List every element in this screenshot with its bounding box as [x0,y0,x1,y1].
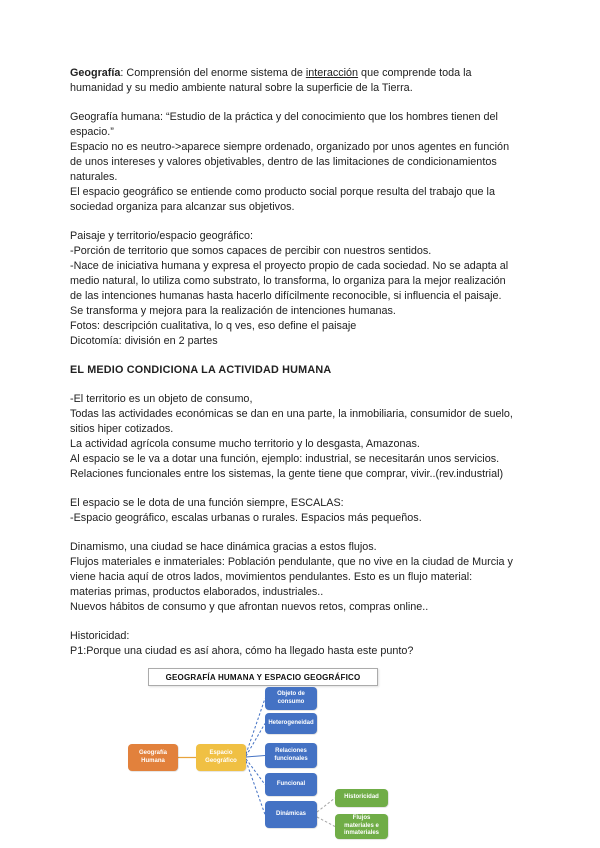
text-line: Geografía: Comprensión del enorme sistema de interacción que comprende toda la [70,67,472,79]
paragraph [70,110,540,215]
text-line: Al espacio se le va a dotar una función, ejemplo: industrial, se necesitarán unos servicios. [70,453,500,465]
node-historicidad: Historicidad [335,789,388,807]
paragraph [70,496,540,526]
text-line: Se transforma y mejora para la realización de intenciones humanas. [70,305,396,317]
concept-map [0,663,600,848]
node-heterogeneidad: Heterogeneidad [265,713,317,734]
text-line: sitios hiper cotizados. [70,423,174,435]
node-dinamicas: Dinámicas [265,801,317,828]
node-objeto-de-consumo: Objeto de consumo [265,687,317,710]
text-line: -Espacio geográfico, escalas urbanas o rurales. Espacios más pequeños. [70,512,422,524]
text-line: Historicidad: [70,630,130,642]
text-line: Dinamismo, una ciudad se hace dinámica gracias a estos flujos. [70,541,377,553]
text-line: Dicotomía: división en 2 partes [70,335,218,347]
document-body [70,66,540,673]
text-line: materias primas, productos elaborados, industriales.. [70,586,324,598]
text-line: de unos intereses y valores objetivables, dentro de las limitaciones de condicionamientos [70,156,497,168]
text-line: -El territorio es un objeto de consumo, [70,393,253,405]
text-line: Espacio no es neutro->aparece siempre ordenado, organizado por unos agentes en función [70,141,510,153]
text-line: EL MEDIO CONDICIONA LA ACTIVIDAD HUMANA [70,364,332,376]
text-line: espacio.” [70,126,114,138]
diagram-title: GEOGRAFÍA HUMANA Y ESPACIO GEOGRÁFICO [148,668,378,686]
text-line: sociedad organiza para alcanzar sus objetivos. [70,201,295,213]
text-line: -Porción de territorio que somos capaces de percibir con nuestros sentidos. [70,245,432,257]
text-line: Paisaje y territorio/espacio geográfico: [70,230,254,242]
node-geografia-humana: Geografía Humana [128,744,178,771]
paragraph [70,66,540,96]
text-line: -Nace de iniciativa humana y expresa el proyecto propio de cada sociedad. No se adapta al [70,260,509,272]
text-line: Relaciones funcionales entre los sistemas, la gente tiene que comprar, vivir..(rev.industrial) [70,468,504,480]
text-line: Fotos: descripción cualitativa, lo q ves, eso define el paisaje [70,320,357,332]
text-line: P1:Porque una ciudad es así ahora, cómo ha llegado hasta este punto? [70,645,414,657]
text-line: Geografía humana: “Estudio de la práctica y del conocimiento que los hombres tienen del [70,111,498,123]
node-relaciones-funcionales: Relaciones funcionales [265,743,317,768]
text-line: viene hacia aquí de otros lados, movimientos pendulantes. Esto es un flujo material: [70,571,473,583]
node-espacio-geografico: Espacio Geográfico [196,744,246,771]
paragraph [70,540,540,615]
node-funcional: Funcional [265,773,317,796]
paragraph [70,629,540,659]
section-heading [70,363,540,378]
text-line: Nuevos hábitos de consumo y que afrontan nuevos retos, compras online.. [70,601,429,613]
text-line: El espacio geográfico se entiende como producto social porque resulta del trabajo que la [70,186,495,198]
text-line: El espacio se le dota de una función siempre, ESCALAS: [70,497,344,509]
paragraph [70,392,540,482]
text-line: La actividad agrícola consume mucho territorio y lo desgasta, Amazonas. [70,438,420,450]
text-line: medio natural, lo utiliza como substrato, lo transforma, lo organiza para la mejor realización [70,275,506,287]
text-line: de las intenciones humanas hasta hacerlo difícilmente reconocible, si influencia el paisaje. [70,290,502,302]
node-flujos-materiales: Flujos materiales e inmateriales [335,814,388,839]
text-line: naturales. [70,171,118,183]
text-line: Todas las actividades económicas se dan en una parte, la inmobiliaria, consumidor de suelo, [70,408,513,420]
text-line: Flujos materiales e inmateriales: Población pendulante, que no vive en la ciudad de Murcia y [70,556,513,568]
paragraph [70,229,540,349]
text-line: humanidad y su medio ambiente natural sobre la superficie de la Tierra. [70,82,413,94]
